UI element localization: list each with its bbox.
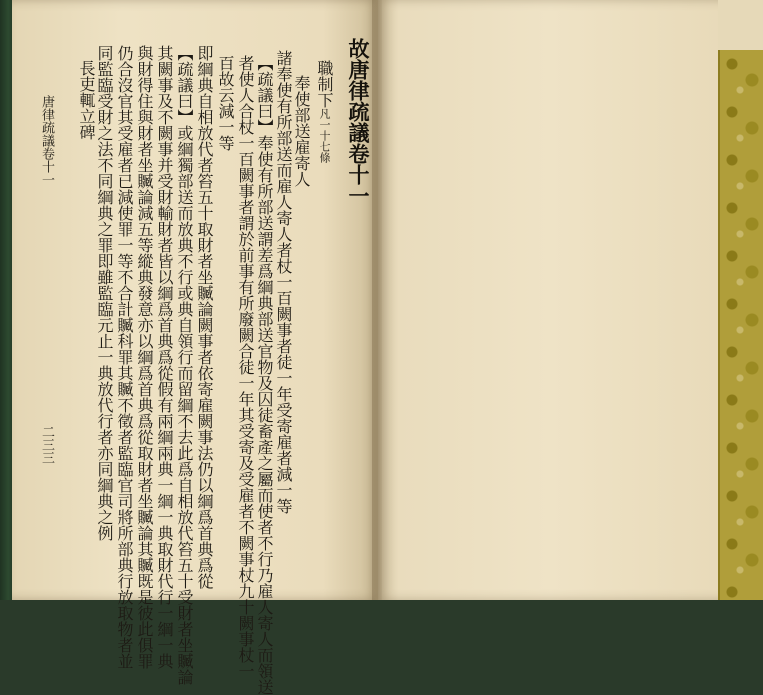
decorative-endpaper-pattern — [718, 50, 763, 600]
text-column-7: 其闕事及不闕事并受財輸財者皆以綱爲首典爲從假有兩綱兩典一綱一典取財代行一綱一典 — [155, 45, 174, 669]
text-column-5: 即綱典自相放代者笞五十取財者坐贓論闕事者依寄雇闕事法仍以綱爲首典爲從 — [195, 45, 214, 589]
endpaper-top — [718, 0, 763, 52]
running-title: 唐律疏議卷十一 — [39, 95, 54, 186]
text-column-3: 者使人合杖一百闕事者謂於前事有所廢闕合徒一年其受寄及受雇者不闕事杖九十闕事杖一 — [236, 55, 255, 679]
text-column-10: 同監臨受財之法不同綱典之罪即雖監臨元止一典放代行者亦同綱典之例 — [95, 45, 114, 541]
text-column-8: 與財得住與財者坐贓論減五等縱典發意亦以綱爲首典爲從取財者坐贓論其贓既是彼此俱罪 — [135, 45, 154, 669]
section-name: 職制下 — [315, 60, 334, 108]
book-gutter — [372, 0, 382, 600]
text-column-4: 百故云減一等 — [216, 55, 235, 151]
text-column-2: 【疏議曰】奉使有所部送謂差爲綱典部送官物及囚徒畜產之屬而使者不行乃雇人寄人而領送 — [255, 55, 274, 695]
text-column-6: 【疏議曰】或綱獨部送而放典不行或典自領行而留綱不去此爲自相放代笞五十受財者坐贓論 — [175, 45, 194, 685]
text-column-9: 仍合沒官其受雇者已減使罪一等不合計贓科罪其贓不徵者監臨官司將所部典行放取物者並 — [115, 45, 134, 669]
section-range: 凡一十七條 — [318, 108, 331, 163]
right-page — [378, 0, 723, 600]
text-column-1: 諸奉使有所部送而雇人寄人者杖一百闕事者徒一年受寄雇者減一等 — [274, 50, 293, 514]
chapter-title: 故唐律疏議卷十一 — [346, 38, 371, 206]
section-heading — [316, 60, 332, 163]
page-number: 二三三 — [39, 425, 54, 464]
article-title: 奉使部送雇寄人 — [292, 75, 311, 187]
text-column-11: 長吏輒立碑 — [77, 60, 96, 140]
